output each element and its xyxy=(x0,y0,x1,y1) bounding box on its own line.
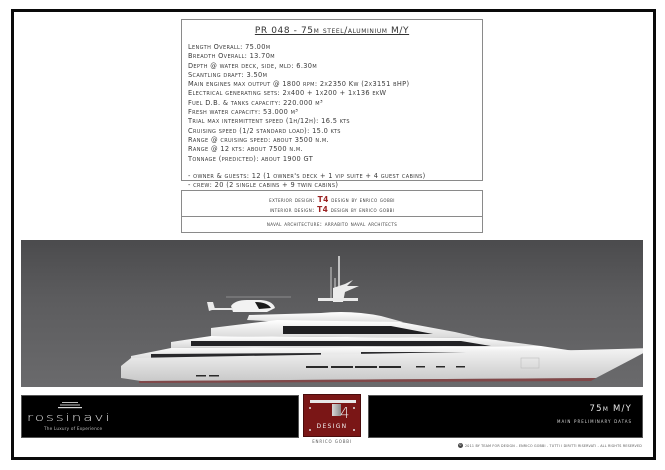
spec-crew: - crew: 20 (2 single cabins + 9 twin cabins) xyxy=(188,181,339,190)
t4-bar-icon xyxy=(310,400,356,403)
spec-range-12kts: Range @ 12 kts: about 7500 n.m. xyxy=(188,145,303,154)
t4-word: DESIGN xyxy=(316,423,348,430)
rossinavi-logo-icon xyxy=(58,402,82,410)
t4-mark: 4 xyxy=(340,404,350,422)
spec-draft: Scantling draft: 3.50m xyxy=(188,70,268,79)
t4-design-logo xyxy=(303,394,361,437)
dot-icon xyxy=(353,407,355,409)
copyright-line xyxy=(458,443,644,448)
yacht-render xyxy=(21,240,643,387)
copyright-icon: © xyxy=(458,443,463,447)
spec-breadth: Breadth Overall: 13.70m xyxy=(188,52,275,61)
spec-range-cruising: Range @ cruising speed: about 3500 n.m. xyxy=(188,135,329,144)
naval-architecture-credit: naval architecture: arrabito naval architects xyxy=(266,220,398,228)
exterior-suffix: design by enrico gobbi xyxy=(331,196,395,204)
spec-fuel: Fuel D.B. & tanks capacity: 220.000 m³ xyxy=(188,98,323,107)
dot-icon xyxy=(353,429,355,431)
dot-icon xyxy=(309,429,311,431)
yacht-illustration-icon xyxy=(21,240,643,387)
interior-accent: T4 xyxy=(317,205,329,215)
interior-design-credit xyxy=(182,205,482,215)
model-title: 75m M/Y xyxy=(589,404,632,414)
exterior-design-credit xyxy=(182,195,482,205)
interior-suffix: design by enrico gobbi xyxy=(330,206,395,215)
brand-panel xyxy=(21,395,299,438)
brand-name: rossinavi xyxy=(27,411,112,424)
spec-generators: Electrical generating sets: 2x400 + 1x200 + 1x136 ekW xyxy=(188,89,387,98)
spec-spacer xyxy=(188,164,478,172)
spec-title: PR 048 - 75m steel/aluminium M/Y xyxy=(254,26,410,36)
spec-cruising-speed: Cruising speed (1/2 standard load): 15.0 kts xyxy=(188,126,341,135)
model-panel xyxy=(368,395,643,438)
spec-engines: Main engines max output @ 1800 rpm: 2x2350 Kw (2x3151 bHP) xyxy=(188,80,410,89)
spec-length: Length Overall: 75.00m xyxy=(188,43,271,51)
brand-tagline: The Luxury of Experience xyxy=(44,426,103,431)
copyright-text: 2011 BY TEAM FOR DESIGN - ENRICO GOBBI - TUTTI I DIRITTI RISERVATI - ALL RIGHTS RESERVED xyxy=(465,443,642,448)
spec-fresh-water: Fresh water capacity: 53.000 m³ xyxy=(188,108,299,117)
exterior-label: exterior design: xyxy=(269,196,316,204)
designer-name: enrico gobbi xyxy=(312,439,352,445)
spec-list xyxy=(188,43,478,190)
spec-tonnage: Tonnage (predicted): about 1900 GT xyxy=(188,154,314,163)
design-credits-bottom xyxy=(182,217,482,229)
design-credits xyxy=(181,190,483,233)
design-credits-top xyxy=(182,191,482,217)
exterior-accent: T4 xyxy=(317,195,329,204)
model-subtitle: main preliminary datas xyxy=(557,419,632,425)
dot-icon xyxy=(309,407,311,409)
spec-depth: Depth @ water deck, side, mld: 6.30m xyxy=(188,61,318,70)
spec-max-speed: Trial max intermittent speed (1h/12h): 16.5 kts xyxy=(188,117,350,126)
spec-sheet xyxy=(181,19,483,190)
interior-label: interior design: xyxy=(269,206,315,215)
spec-owner-guests: - owner & guests: 12 (1 owner's deck + 1 vip suite + 4 guest cabins) xyxy=(188,171,426,180)
